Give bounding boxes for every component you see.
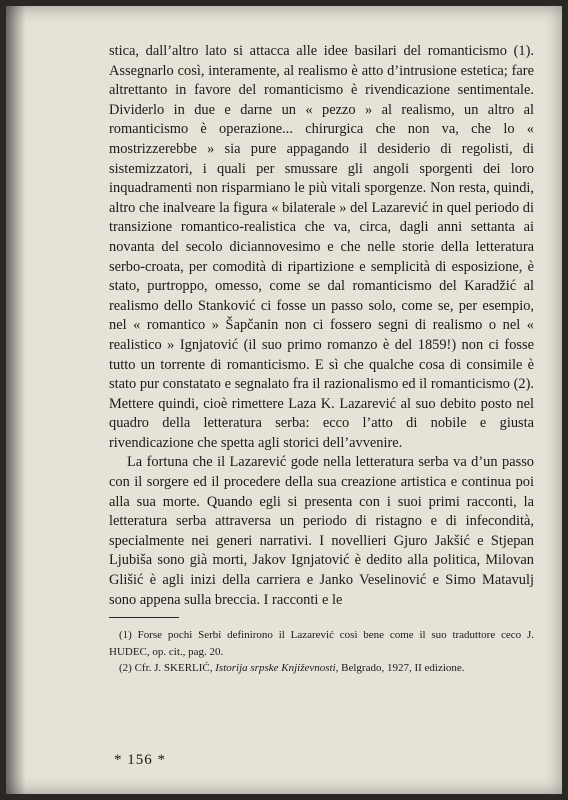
book-page [6,6,562,794]
binding-shadow [6,6,26,794]
footnote-2-title: Istorija srpske Književnosti [215,662,336,674]
footnote-2 [109,660,534,677]
page-number: * 156 * [114,752,166,768]
paragraph-1: stica, dall’altro lato si attacca alle idee basilari del romanticismo (1). Assegnarlo così, interamente, al realismo è atto d’intrusione estetica; fare altrettanto in favore del romanticismo è rivendicazione sentimentale. Dividerlo in due e darne un « pezzo » al realismo, un altro al romanticismo è operazione... chirurgica che non va, che lo « mostrizzerebbe » sia pure appagando il desiderio di regolisti, di sistemizzatori, i quali per smussare gli angoli sporgenti dei loro inquadramenti non risparmiano le più vitali sporgenze. Non resta, quindi, altro che inalveare la figura « bilaterale » del Lazarević in quel periodo di transizione romantico-realistica che va, circa, dagli anni settanta ai novanta del secolo diciannovesimo e che nelle storie della letteratura serbo-croata, per comodità di ripartizione e semplicità di esposizione, è stato, purtroppo, omesso, come se dal romanticismo del Karadžić al realismo dello Stanković ci fosse un passo solo, come se, per esempio, nel « romantico » Šapčanin non ci fossero segni di realismo o nel « realistico » Ignjatović (il suo primo romanzo è del 1859!) non ci fosse tutto un torrente di romanticismo. E sì che qualche cosa di consimile è stato pur constatato e segnalato fra il razionalismo ed il romanticismo (2). Mettere quindi, cioè rimettere Laza K. Lazarević al suo debito posto nel quadro della letteratura serba: ecco l’atto di nobile e giusta rivendicazione che spetta agli storici dell’avvenire. [109,43,534,451]
footnote-rule [109,617,179,618]
paragraph-2: La fortuna che il Lazarević gode nella letteratura serba va d’un passo con il sorgere ed il procedere della sua creazione artistica e continua poi alla sua morte. Quando egli si presenta con i suoi primi racconti, la letteratura serba attraversa un periodo di ristagno e di infecondità, specialmente nei generi narrativi. I novellieri Gjuro Jakšić e Stjepan Ljubiša sono già morti, Jakov Ignjatović è dedito alla politica, Milovan Glišić è agli inizi della carriera e Janko Veselinović e Simo Matavulj sono appena sulla breccia. I racconti e le [109,454,534,608]
footnote-2-prefix: (2) Cfr. J. SKERLIĆ, [119,662,216,674]
footnotes [109,627,534,677]
footnote-1: (1) Forse pochi Serbi definirono il Lazarević così bene come il suo traduttore ceco J. HUDEC, op. cit., pag. 20. [109,629,534,658]
main-text [109,42,534,610]
footnote-2-suffix: , Belgrado, 1927, II edizione. [335,662,465,674]
